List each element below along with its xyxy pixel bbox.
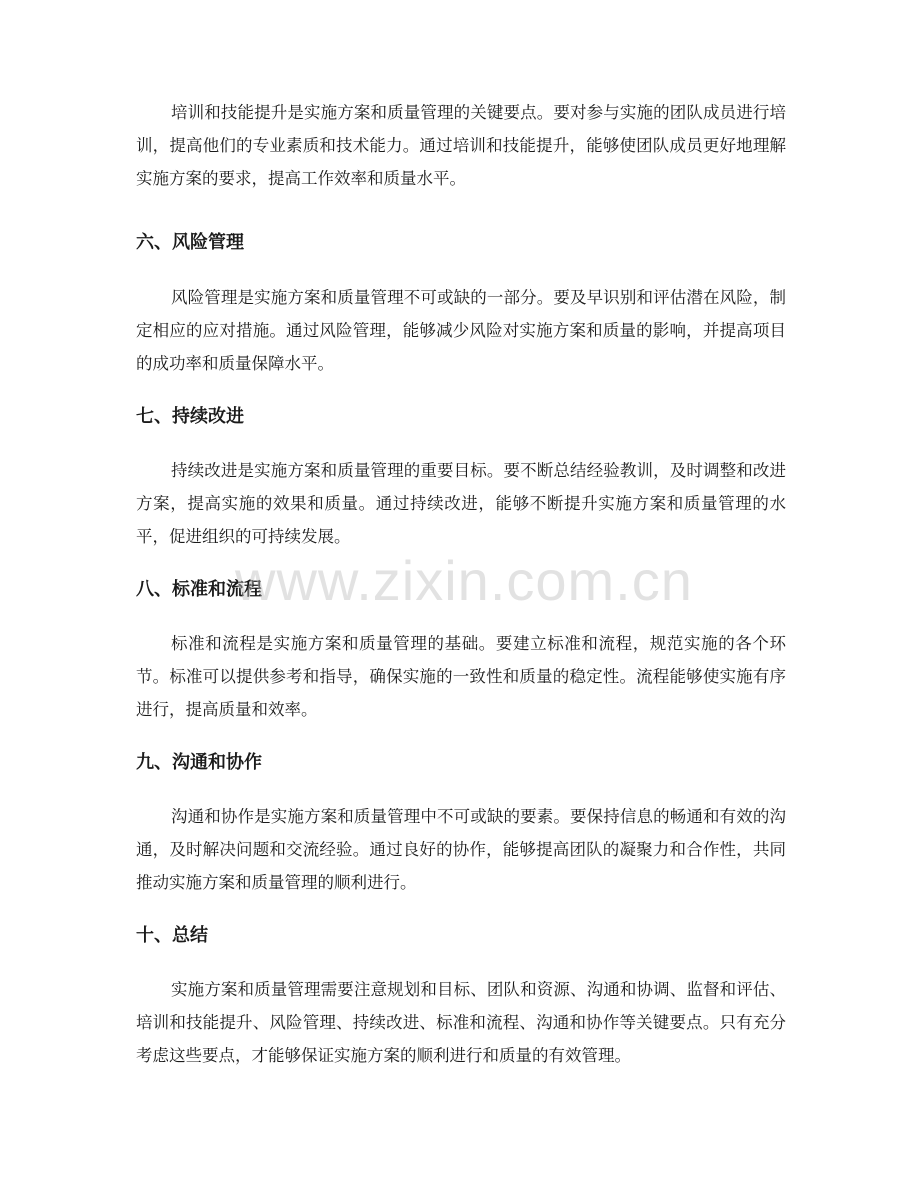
heading-risk-management: 六、风险管理 — [136, 232, 244, 253]
paragraph-standards-process: 标准和流程是实施方案和质量管理的基础。要建立标准和流程，规范实施的各个环节。标准可以提供参考和指导，确保实施的一致性和质量的稳定性。流程能够使实施有序进行，提高质量和效率。 — [136, 634, 786, 719]
heading-standards-process: 八、标准和流程 — [136, 579, 262, 600]
paragraph-communication-collaboration: 沟通和协作是实施方案和质量管理中不可或缺的要素。要保持信息的畅通和有效的沟通，及时解决问题和交流经验。通过良好的协作，能够提高团队的凝聚力和合作性，共同推动实施方案和质量管理的顺利进行。 — [136, 807, 786, 892]
paragraph-training: 培训和技能提升是实施方案和质量管理的关键要点。要对参与实施的团队成员进行培训，提高他们的专业素质和技术能力。通过培训和技能提升，能够使团队成员更好地理解实施方案的要求，提高工作效率和质量水平。 — [136, 103, 786, 188]
heading-continuous-improvement: 七、持续改进 — [136, 406, 244, 427]
paragraph-continuous-improvement: 持续改进是实施方案和质量管理的重要目标。要不断总结经验教训，及时调整和改进方案，提高实施的效果和质量。通过持续改进，能够不断提升实施方案和质量管理的水平，促进组织的可持续发展。 — [136, 461, 786, 546]
watermark: www.zixin.com.cn — [235, 549, 693, 612]
paragraph-summary: 实施方案和质量管理需要注意规划和目标、团队和资源、沟通和协调、监督和评估、培训和技能提升、风险管理、持续改进、标准和流程、沟通和协作等关键要点。只有充分考虑这些要点，才能够保证实施方案的顺利进行和质量的有效管理。 — [136, 980, 786, 1065]
heading-communication-collaboration: 九、沟通和协作 — [136, 752, 262, 773]
heading-summary: 十、总结 — [136, 925, 208, 946]
paragraph-risk-management: 风险管理是实施方案和质量管理不可或缺的一部分。要及早识别和评估潜在风险，制定相应的应对措施。通过风险管理，能够减少风险对实施方案和质量的影响，并提高项目的成功率和质量保障水平。 — [136, 288, 786, 373]
